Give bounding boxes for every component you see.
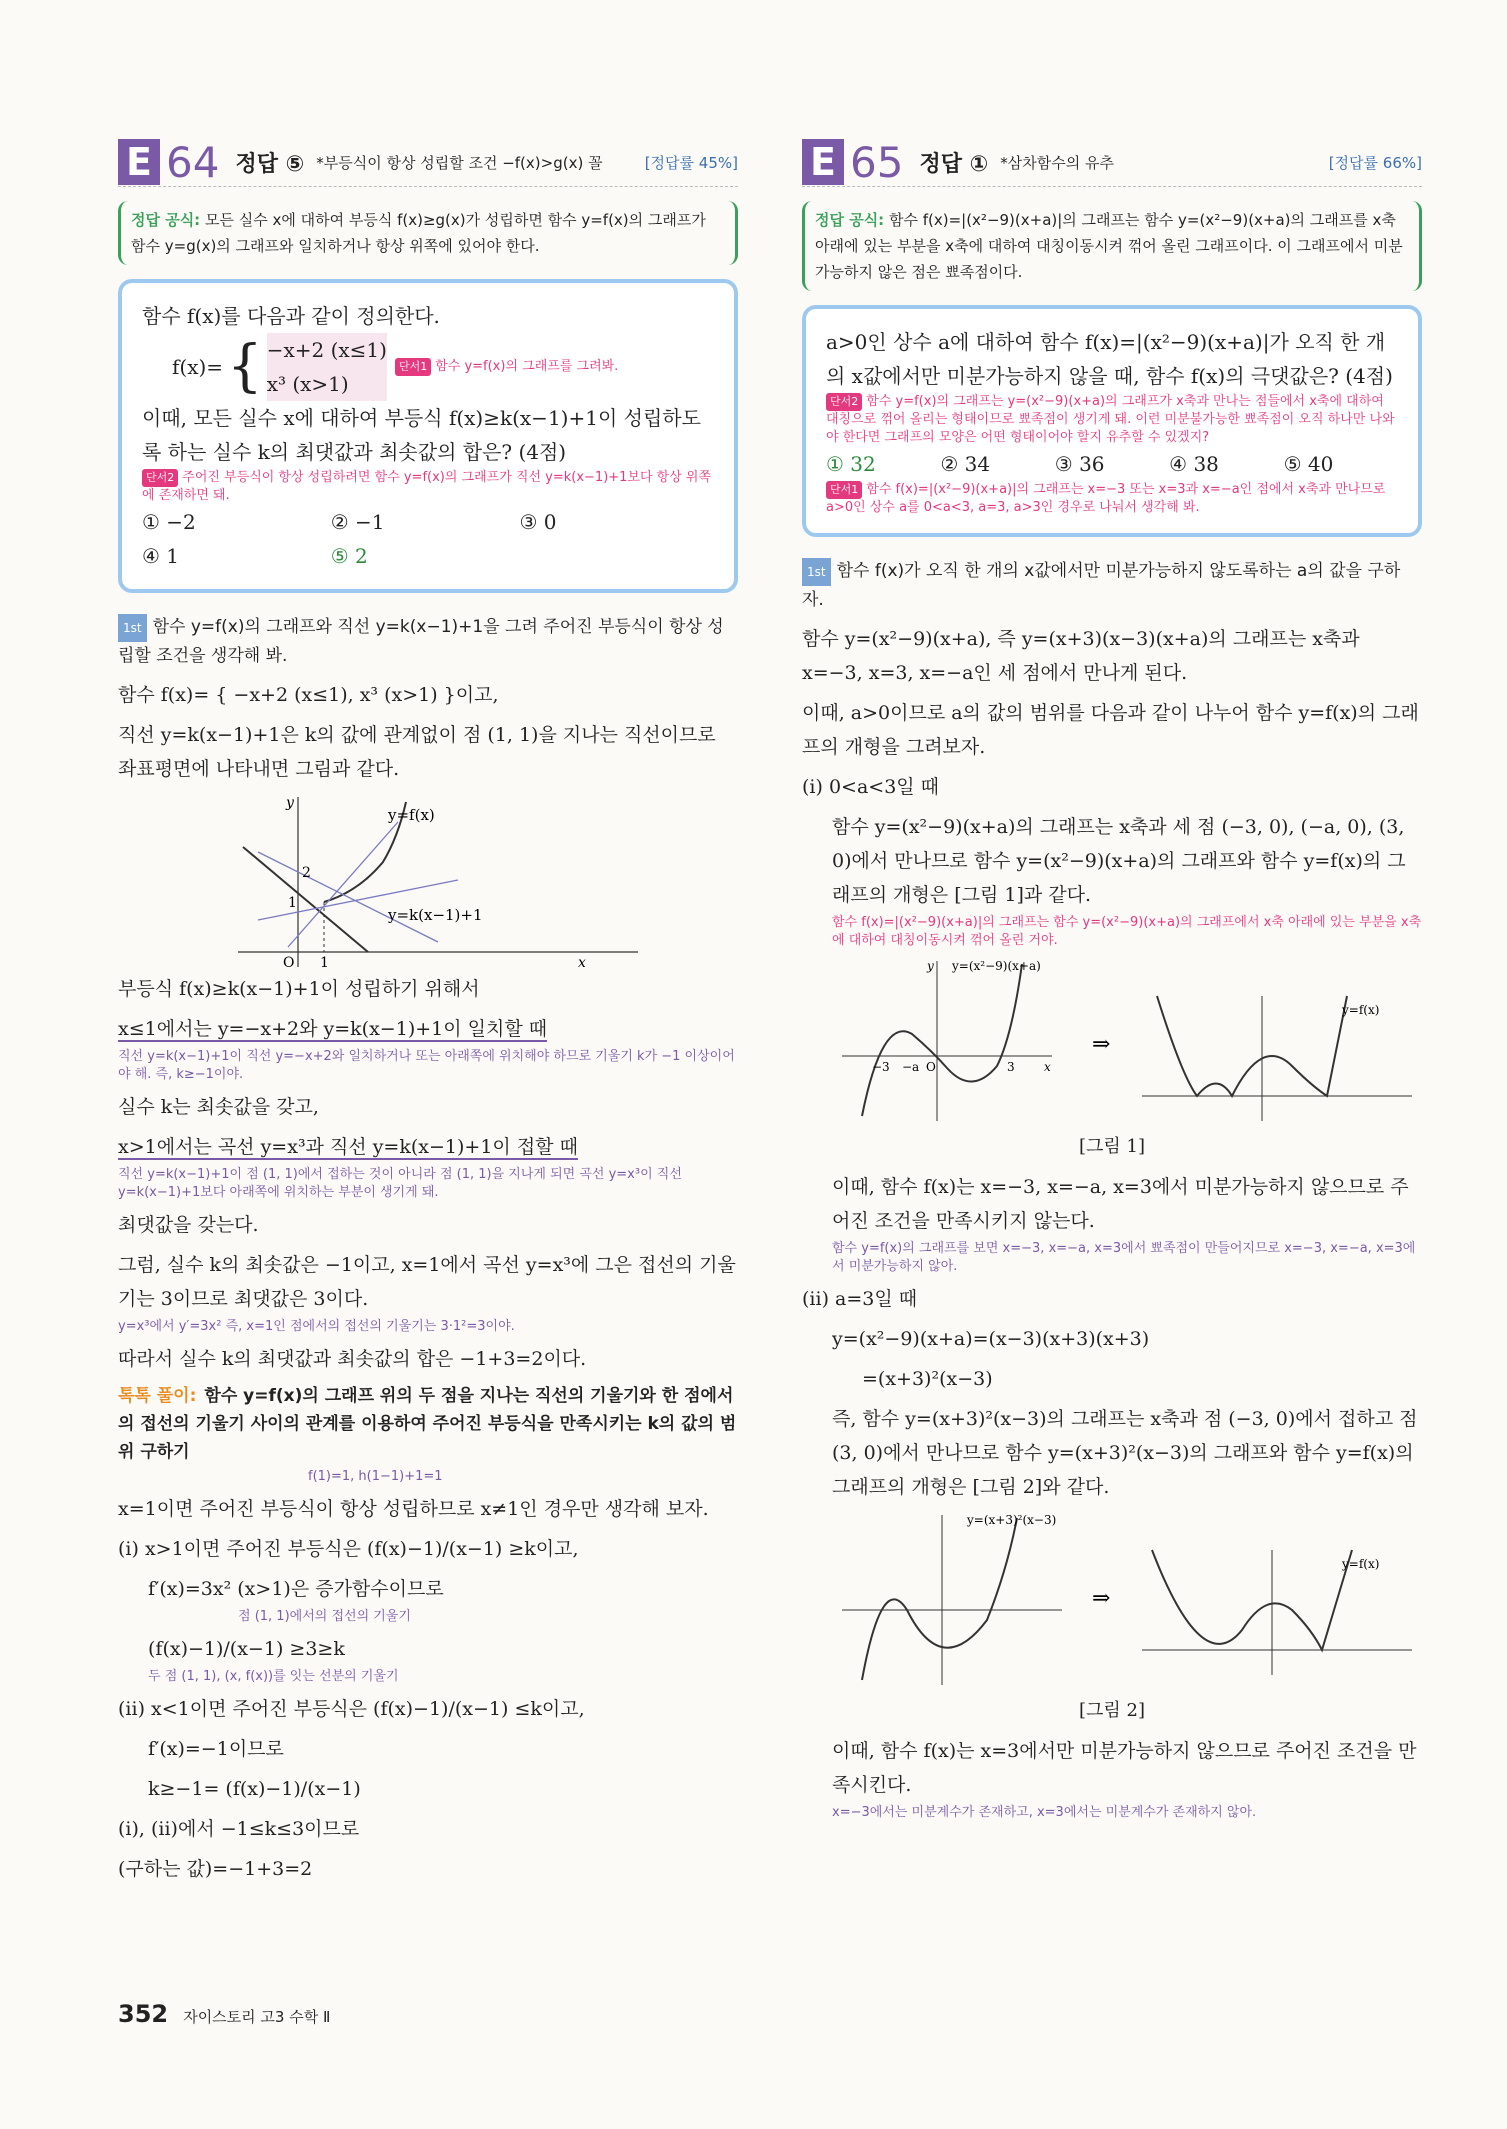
choices — [826, 447, 1398, 481]
text-line: x≤1에서는 y=−x+2와 y=k(x−1)+1이 일치할 때 — [118, 1018, 548, 1040]
answer-formula — [118, 201, 738, 265]
choice-4[interactable]: ④ 38 — [1169, 452, 1219, 476]
note: x=−3에서는 미분계수가 존재하고, x=3에서는 미분계수가 존재하지 않아. — [832, 1805, 1257, 1820]
note: 직선 y=k(x−1)+1이 직선 y=−x+2와 일치하거나 또는 아래쪽에 위치해야 하므로 기울기 k가 −1 이상이어야 해. 즉, k≥−1이야. — [118, 1049, 735, 1082]
formula-label: 정답 공식: — [131, 211, 201, 229]
right-curve-label: y=f(x) — [1342, 1003, 1380, 1017]
figure-caption: [그림 1] — [1079, 1136, 1145, 1157]
text-line: 부등식 f(x)≥k(x−1)+1이 성립하기 위해서 — [118, 978, 480, 1000]
topic-label: *삼차함수의 유추 — [1000, 153, 1114, 172]
note: 함수 f(x)=|(x²−9)(x+a)|의 그래프는 함수 y=(x²−9)(x+a)의 그래프에서 x축 아래에 있는 부분을 x축에 대하여 대칭이동시켜 꺾어 올린 거야. — [832, 915, 1422, 948]
text-line: x=1이면 주어진 부등식이 항상 성립하므로 x≠1인 경우만 생각해 보자. — [118, 1498, 709, 1520]
hint-1: 단서1 함수 y=f(x)의 그래프를 그려봐. — [395, 358, 618, 376]
formula-text: 함수 f(x)=|(x²−9)(x+a)|의 그래프는 함수 y=(x²−9)(x+a)의 그래프를 x축 아래에 있는 부분을 x축에 대하여 대칭이동시켜 꺾어 올린 그래프이다. 이 그래프에서 미분가능하지 않은 점은 뾰족점이다. — [815, 211, 1403, 281]
case-heading: (i) 0<a<3일 때 — [802, 776, 940, 798]
text-line: 즉, 함수 y=(x+3)²(x−3)의 그래프는 x축과 점 (−3, 0)에서 접하고 점 (3, 0)에서 만나므로 함수 y=(x+3)²(x−3)의 그래프와 함수 y=f(x)의 그래프의 개형은 [그림 2]와 같다. — [832, 1408, 1418, 1498]
hint-1: 단서1 함수 f(x)=|(x²−9)(x+a)|의 그래프는 x=−3 또는 x=3과 x=−a인 점에서 x축과 만나므로 a>0인 상수 a를 0<a<3, a=3, a>3인 경우로 나눠서 생각해 봐. — [826, 482, 1386, 515]
note: 점 (1, 1)에서의 접선의 기울기 — [238, 1609, 411, 1624]
left-curve-label: y=(x²−9)(x+a) — [952, 959, 1041, 973]
choices — [142, 505, 714, 573]
problem-statement: 이때, 모든 실수 x에 대하여 부등식 f(x)≥k(x−1)+1이 성립하도록 하는 실수 k의 최댓값과 최솟값의 합은? (4점) — [142, 406, 701, 464]
answer-label: 정답 ⑤ — [235, 151, 305, 177]
accuracy-rate: [정답률 66%] — [1328, 153, 1422, 172]
choice-3[interactable]: ③ 36 — [1054, 452, 1105, 476]
graph-figure-1 — [822, 956, 1422, 1126]
text-line: =(x+3)²(x−3) — [862, 1368, 993, 1390]
formula-label: 정답 공식: — [815, 211, 885, 229]
piecewise-definition — [172, 333, 714, 401]
formula-text: 모든 실수 x에 대하여 부등식 f(x)≥g(x)가 성립하면 함수 y=f(x)의 그래프가 함수 y=g(x)의 그래프와 일치하거나 항상 위쪽에 있어야 한다. — [131, 211, 706, 255]
text-line: 직선 y=k(x−1)+1은 k의 값에 관계없이 점 (1, 1)을 지나는 직선이므로 좌표평면에 나타내면 그림과 같다. — [118, 724, 716, 780]
choice-3[interactable]: ③ 0 — [519, 510, 557, 534]
problem-header — [802, 138, 1422, 187]
text-line: y=(x²−9)(x+a)=(x−3)(x+3)(x+3) — [832, 1328, 1150, 1350]
right-column — [802, 138, 1422, 1828]
quick-solution-label: 톡톡 풀이: — [118, 1386, 197, 1406]
text-line: f′(x)=3x² (x>1)은 증가함수이므로 — [148, 1578, 444, 1600]
hint-2: 단서2 주어진 부등식이 항상 성립하려면 함수 y=f(x)의 그래프가 직선 y=k(x−1)+1보다 항상 위쪽에 존재하면 돼. — [142, 470, 712, 503]
figure-caption: [그림 2] — [1079, 1700, 1145, 1721]
text-line: 최댓값을 갖는다. — [118, 1214, 259, 1236]
text-line: x>1에서는 곡선 y=x³과 직선 y=k(x−1)+1이 접할 때 — [118, 1136, 578, 1158]
choice-5[interactable]: ⑤ 40 — [1283, 452, 1334, 476]
left-curve-label: y=(x+3)²(x−3) — [967, 1513, 1057, 1527]
book-title: 자이스토리 고3 수학 Ⅱ — [183, 2008, 331, 2026]
origin: O — [926, 1060, 936, 1074]
tick-1: 1 — [288, 895, 297, 911]
fx-label: f(x)= — [172, 355, 224, 379]
note: 함수 y=f(x)의 그래프를 보면 x=−3, x=−a, x=3에서 뾰족점이 만들어지므로 x=−3, x=−a, x=3에서 미분가능하지 않아. — [832, 1241, 1416, 1274]
axis-y: y — [927, 959, 934, 973]
piece-1: −x+2 (x≤1) — [266, 338, 387, 362]
text-line: (i) x>1이면 주어진 부등식은 (f(x)−1)/(x−1) ≥k이고, — [118, 1538, 579, 1560]
note: 직선 y=k(x−1)+1이 점 (1, 1)에서 접하는 것이 아니라 점 (1, 1)을 지나게 되면 곡선 y=x³이 직선 y=k(x−1)+1보다 아래쪽에 위치하는 부분이 생기게 돼. — [118, 1167, 682, 1200]
tick-2: 2 — [302, 865, 311, 881]
problem-box — [118, 279, 738, 593]
choice-2[interactable]: ② 34 — [940, 452, 991, 476]
text-line: 따라서 실수 k의 최댓값과 최솟값의 합은 −1+3=2이다. — [118, 1348, 587, 1370]
text-line: 이때, 함수 f(x)는 x=3에서만 미분가능하지 않으므로 주어진 조건을 만족시킨다. — [832, 1740, 1417, 1796]
left-column — [118, 138, 738, 1892]
origin: O — [283, 955, 295, 971]
tick-3: 3 — [1007, 1060, 1015, 1074]
tick-ma: −a — [902, 1060, 920, 1074]
line-label: y=k(x−1)+1 — [388, 906, 483, 924]
axis-y-label: y — [286, 795, 294, 811]
step-1: 1st 함수 f(x)가 오직 한 개의 x값에서만 미분가능하지 않도록하는 a의 값을 구하자. — [802, 557, 1422, 614]
problem-statement: a>0인 상수 a에 대하여 함수 f(x)=|(x²−9)(x+a)|가 오직 한 개의 x값에서만 미분가능하지 않을 때, 함수 f(x)의 극댓값은? (4점) — [826, 330, 1393, 388]
text-line: 그럼, 실수 k의 최솟값은 −1이고, x=1에서 곡선 y=x³에 그은 접선의 기울기는 3이므로 최댓값은 3이다. — [118, 1254, 736, 1310]
note: y=x³에서 y′=3x² 즉, x=1인 점에서의 접선의 기울기는 3·1²=3이야. — [118, 1319, 515, 1334]
text-line: 함수 y=(x²−9)(x+a), 즉 y=(x+3)(x−3)(x+a)의 그래프는 x축과 x=−3, x=3, x=−a인 세 점에서 만나게 된다. — [802, 628, 1360, 684]
problem-intro: 함수 f(x)를 다음과 같이 정의한다. — [142, 304, 440, 328]
arrow: ⇒ — [1092, 1586, 1111, 1611]
note: 두 점 (1, 1), (x, f(x))를 잇는 선분의 기울기 — [148, 1669, 399, 1684]
arrow: ⇒ — [1092, 1032, 1111, 1057]
graph-figure-2 — [822, 1510, 1422, 1690]
choice-2[interactable]: ② −1 — [330, 510, 385, 534]
text-line: (i), (ii)에서 −1≤k≤3이므로 — [118, 1818, 360, 1840]
accuracy-rate: [정답률 45%] — [644, 153, 738, 172]
quick-solution: 톡톡 풀이: 함수 y=f(x)의 그래프 위의 두 점을 지나는 직선의 기울기와 한 점에서의 접선의 기울기 사이의 관계를 이용하여 주어진 부등식을 만족시키는 k의 값의 범위 구하기 — [118, 1386, 737, 1462]
text-line: 실수 k는 최솟값을 갖고, — [118, 1096, 319, 1118]
page-number: 352 — [118, 2000, 169, 2028]
axis-x: x — [1044, 1060, 1051, 1074]
problem-header — [118, 138, 738, 187]
text-line: 이때, a>0이므로 a의 값의 범위를 다음과 같이 나누어 함수 y=f(x)의 그래프의 개형을 그려보자. — [802, 702, 1419, 758]
answer-label: 정답 ① — [919, 151, 989, 177]
piece-2: x³ (x>1) — [266, 372, 349, 396]
tick-m3: −3 — [872, 1060, 890, 1074]
answer-formula — [802, 201, 1422, 291]
choice-1[interactable]: ① −2 — [142, 510, 196, 534]
tick-x1: 1 — [320, 955, 329, 971]
choice-1[interactable]: ① 32 — [826, 452, 876, 476]
choice-5[interactable]: ⑤ 2 — [330, 544, 368, 568]
text-line: (구하는 값)=−1+3=2 — [118, 1858, 313, 1880]
graph-fx-line — [198, 792, 638, 972]
section-badge: E — [802, 139, 844, 185]
note: f(1)=1, h(1−1)+1=1 — [308, 1469, 443, 1484]
text-line: 이때, 함수 f(x)는 x=−3, x=−a, x=3에서 미분가능하지 않으므로 주어진 조건을 만족시키지 않는다. — [832, 1176, 1409, 1232]
brace: { — [227, 334, 263, 399]
axis-x-label: x — [578, 955, 586, 971]
problem-number: 65 — [850, 137, 904, 187]
text-line: (f(x)−1)/(x−1) ≥3≥k — [148, 1638, 345, 1660]
topic-label: *부등식이 항상 성립할 조건 −f(x)>g(x) 꼴 — [316, 153, 603, 172]
text-line: f′(x)=−1이므로 — [148, 1738, 284, 1760]
problem-box — [802, 305, 1422, 537]
text-line: (ii) x<1이면 주어진 부등식은 (f(x)−1)/(x−1) ≤k이고, — [118, 1698, 585, 1720]
section-badge: E — [118, 139, 160, 185]
text-line: 함수 y=(x²−9)(x+a)의 그래프는 x축과 세 점 (−3, 0), (−a, 0), (3, 0)에서 만나므로 함수 y=(x²−9)(x+a)의 그래프와 함수 y=f(x)의 그래프의 개형은 [그림 1]과 같다. — [832, 816, 1406, 906]
page-footer — [118, 2000, 330, 2028]
problem-number: 64 — [166, 137, 220, 187]
hint-2: 단서2 함수 y=f(x)의 그래프는 y=(x²−9)(x+a)의 그래프가 x축과 만나는 점들에서 x축에 대하여 대칭으로 꺾어 올리는 형태이므로 뾰족점이 생기게 돼. 이런 미분불가능한 뾰족점이 오직 하나만 나와야 한다면 그래프의 모양은 어떤 형태이어야 할지 유추할 수 있겠지? — [826, 394, 1395, 445]
step-1: 1st 함수 y=f(x)의 그래프와 직선 y=k(x−1)+1을 그려 주어진 부등식이 항상 성립할 조건을 생각해 봐. — [118, 613, 738, 670]
case-heading: (ii) a=3일 때 — [802, 1288, 918, 1310]
choice-4[interactable]: ④ 1 — [142, 544, 180, 568]
text-line: k≥−1= (f(x)−1)/(x−1) — [148, 1778, 361, 1800]
text-line: 함수 f(x)= { −x+2 (x≤1), x³ (x>1) }이고, — [118, 684, 499, 706]
right-curve-label: y=f(x) — [1342, 1557, 1380, 1571]
curve-label: y=f(x) — [388, 806, 435, 824]
